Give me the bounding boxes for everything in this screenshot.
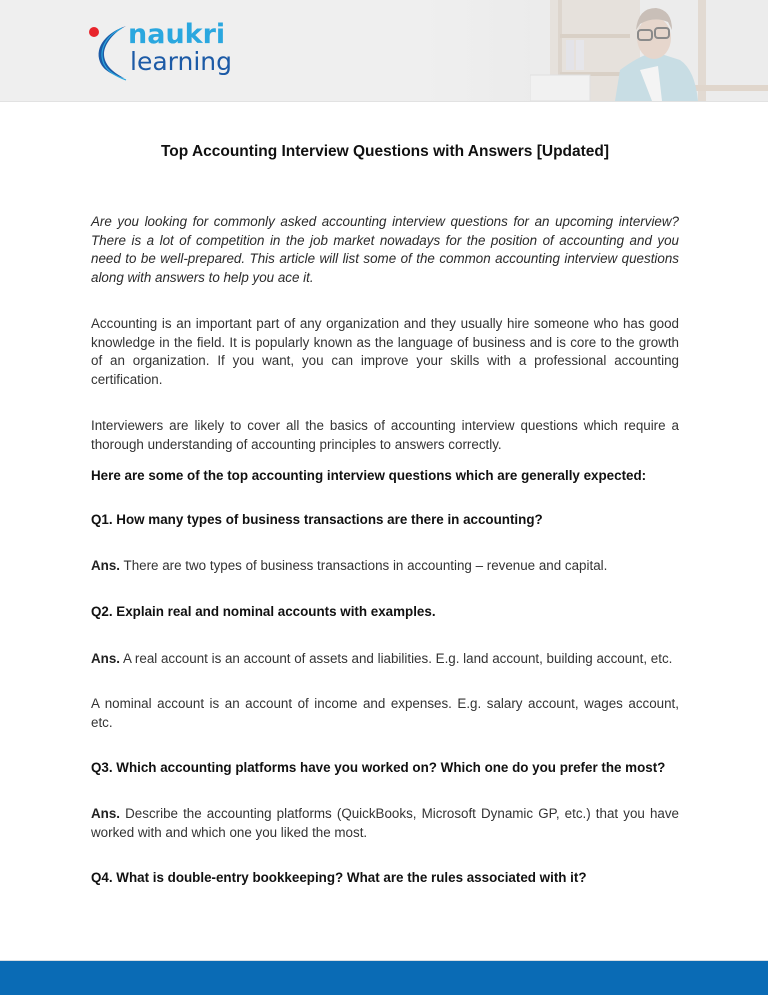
question-1: Q1. How many types of business transactions are there in accounting? — [91, 512, 543, 527]
answer-text: There are two types of business transactions in accounting – revenue and capital. — [120, 558, 608, 573]
paragraph-accounting-importance: Accounting is an important part of any organization and they usually hire someone who has good knowledge in the field. It is popularly known as the language of business and is core to the growth of an organization. If you want, you can improve your skills with a professional accounting certification. — [91, 316, 679, 387]
answer-text: A real account is an account of assets and liabilities. E.g. land account, building account, etc. — [120, 651, 673, 666]
answer-label: Ans. — [91, 558, 121, 573]
person-at-laptop-image — [530, 0, 768, 101]
question-4: Q4. What is double-entry bookkeeping? What are the rules associated with it? — [91, 870, 587, 885]
answer-2a — [91, 650, 679, 669]
answer-2b — [91, 695, 679, 732]
lead-in-heading: Here are some of the top accounting interview questions which are generally expected: — [91, 468, 647, 483]
logo-swoosh-icon — [86, 22, 130, 82]
logo-text-naukri: naukri — [128, 19, 226, 50]
answer-label: Ans. — [91, 806, 121, 821]
answer-text: A nominal account is an account of income and expenses. E.g. salary account, wages account, etc. — [91, 696, 679, 730]
intro-paragraph: Are you looking for commonly asked accounting interview questions for an upcoming interview? There is a lot of competition in the job market nowadays for the position of accounting and you need to be well-prepared. This article will list some of the common accounting interview questions along with answers to help you ace it. — [91, 214, 679, 285]
question-3: Q3. Which accounting platforms have you worked on? Which one do you prefer the most? — [91, 760, 666, 775]
answer-3 — [91, 805, 679, 842]
answer-text: Describe the accounting platforms (QuickBooks, Microsoft Dynamic GP, etc.) that you have worked with and which one you liked the most. — [91, 806, 679, 840]
document-title: Top Accounting Interview Questions with Answers [Updated] — [160, 143, 610, 160]
paragraph-interviewers: Interviewers are likely to cover all the basics of accounting interview questions which require a thorough understanding of accounting principles to answers correctly. — [91, 418, 679, 452]
question-2: Q2. Explain real and nominal accounts with examples. — [91, 604, 436, 619]
answer-label: Ans. — [91, 651, 121, 666]
answer-1 — [91, 557, 679, 576]
banner-photo — [530, 0, 768, 101]
page-footer-bar — [0, 960, 768, 995]
page-header-banner — [0, 0, 768, 102]
logo-text-learning: learning — [130, 47, 232, 76]
naukri-learning-logo[interactable] — [88, 19, 248, 84]
